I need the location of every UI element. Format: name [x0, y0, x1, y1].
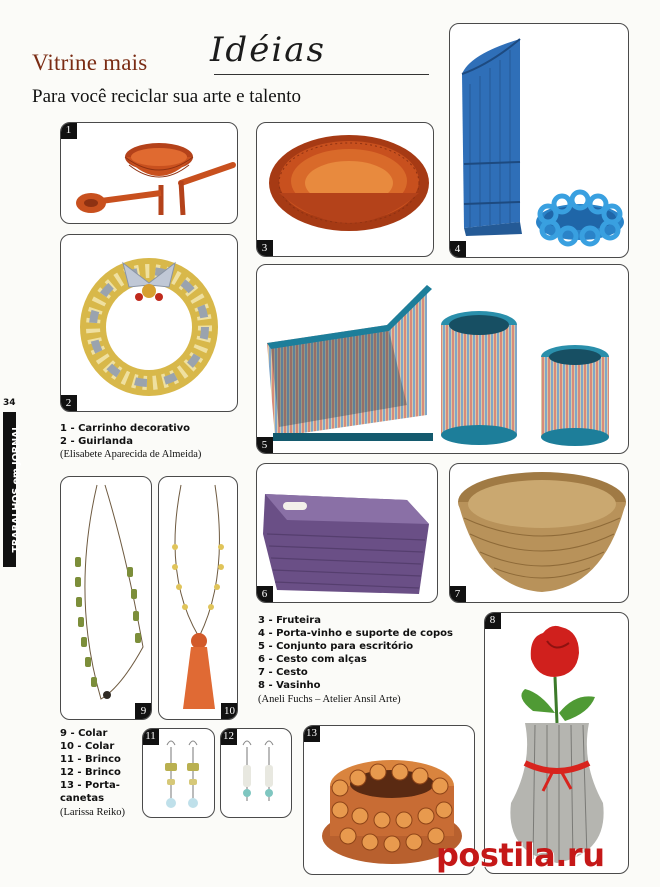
vase-illustration [485, 613, 629, 874]
photo-number: 11 [142, 728, 159, 745]
photo-number: 2 [60, 395, 77, 412]
photo-7-round-basket [449, 463, 629, 603]
page-title: Vitrine mais [32, 50, 148, 75]
fruit-bowl-illustration [257, 123, 434, 257]
photo-number: 13 [303, 725, 320, 742]
caption-item-8: 8 - Vasinho [258, 680, 321, 691]
photo-number: 9 [135, 703, 152, 720]
photo-1-wheelbarrow [60, 122, 238, 224]
caption-item-7: 7 - Cesto [258, 667, 308, 678]
photo-10-tassel-necklace [158, 476, 238, 720]
caption-item-12: 12 - Brinco [60, 767, 121, 778]
necklace-10-illustration [159, 477, 238, 720]
photo-2-wreath [60, 234, 238, 412]
caption-item-2: 2 - Guirlanda [60, 436, 133, 447]
photo-number: 10 [221, 703, 238, 720]
photo-9-necklace [60, 476, 152, 720]
photo-3-fruit-bowl [256, 122, 434, 257]
caption-item-6: 6 - Cesto com alças [258, 654, 367, 665]
photo-11-earrings [142, 728, 215, 818]
caption-item-5: 5 - Conjunto para escritório [258, 641, 414, 652]
photo-5-office-set [256, 264, 629, 454]
caption-item-10: 10 - Colar [60, 741, 115, 752]
round-basket-illustration [450, 464, 629, 603]
page-subtitle: Para você reciclar sua arte e talento [32, 86, 302, 107]
caption-item-13-cont: canetas [60, 793, 105, 804]
photo-number: 1 [60, 122, 77, 139]
title-underline [214, 74, 429, 75]
photo-number: 3 [256, 240, 273, 257]
photo-number: 5 [256, 437, 273, 454]
caption-credit-2: (Aneli Fuchs – Atelier Ansil Arte) [258, 694, 401, 705]
caption-credit-1: (Elisabete Aparecida de Almeida) [60, 449, 202, 460]
wine-holder-illustration [450, 24, 629, 258]
photo-number: 4 [449, 241, 466, 258]
caption-item-13: 13 - Porta- [60, 780, 120, 791]
caption-item-4: 4 - Porta-vinho e suporte de copos [258, 628, 453, 639]
watermark-text: postila.ru [436, 836, 605, 874]
necklace-9-illustration [61, 477, 152, 720]
photo-8-vase [484, 612, 629, 874]
photo-number: 6 [256, 586, 273, 603]
caption-credit-3: (Larissa Reiko) [60, 807, 126, 818]
office-set-illustration [257, 265, 629, 454]
photo-4-wine-holder [449, 23, 629, 258]
wreath-illustration [61, 235, 238, 412]
photo-number: 7 [449, 586, 466, 603]
photo-number: 8 [484, 612, 501, 629]
photo-number: 12 [220, 728, 237, 745]
watermark [436, 836, 604, 874]
photo-12-earrings [220, 728, 292, 818]
wheelbarrow-illustration [61, 123, 238, 224]
caption-item-9: 9 - Colar [60, 728, 108, 739]
caption-item-11: 11 - Brinco [60, 754, 121, 765]
caption-item-1: 1 - Carrinho decorativo [60, 423, 191, 434]
page-title-script: Idéias [210, 30, 326, 70]
section-tab-label: TRABALHOS em JORNAL [11, 424, 22, 553]
handled-basket-illustration [257, 464, 438, 603]
caption-item-3: 3 - Fruteira [258, 615, 321, 626]
photo-6-handled-basket [256, 463, 438, 603]
page-number: 34 [3, 398, 16, 408]
